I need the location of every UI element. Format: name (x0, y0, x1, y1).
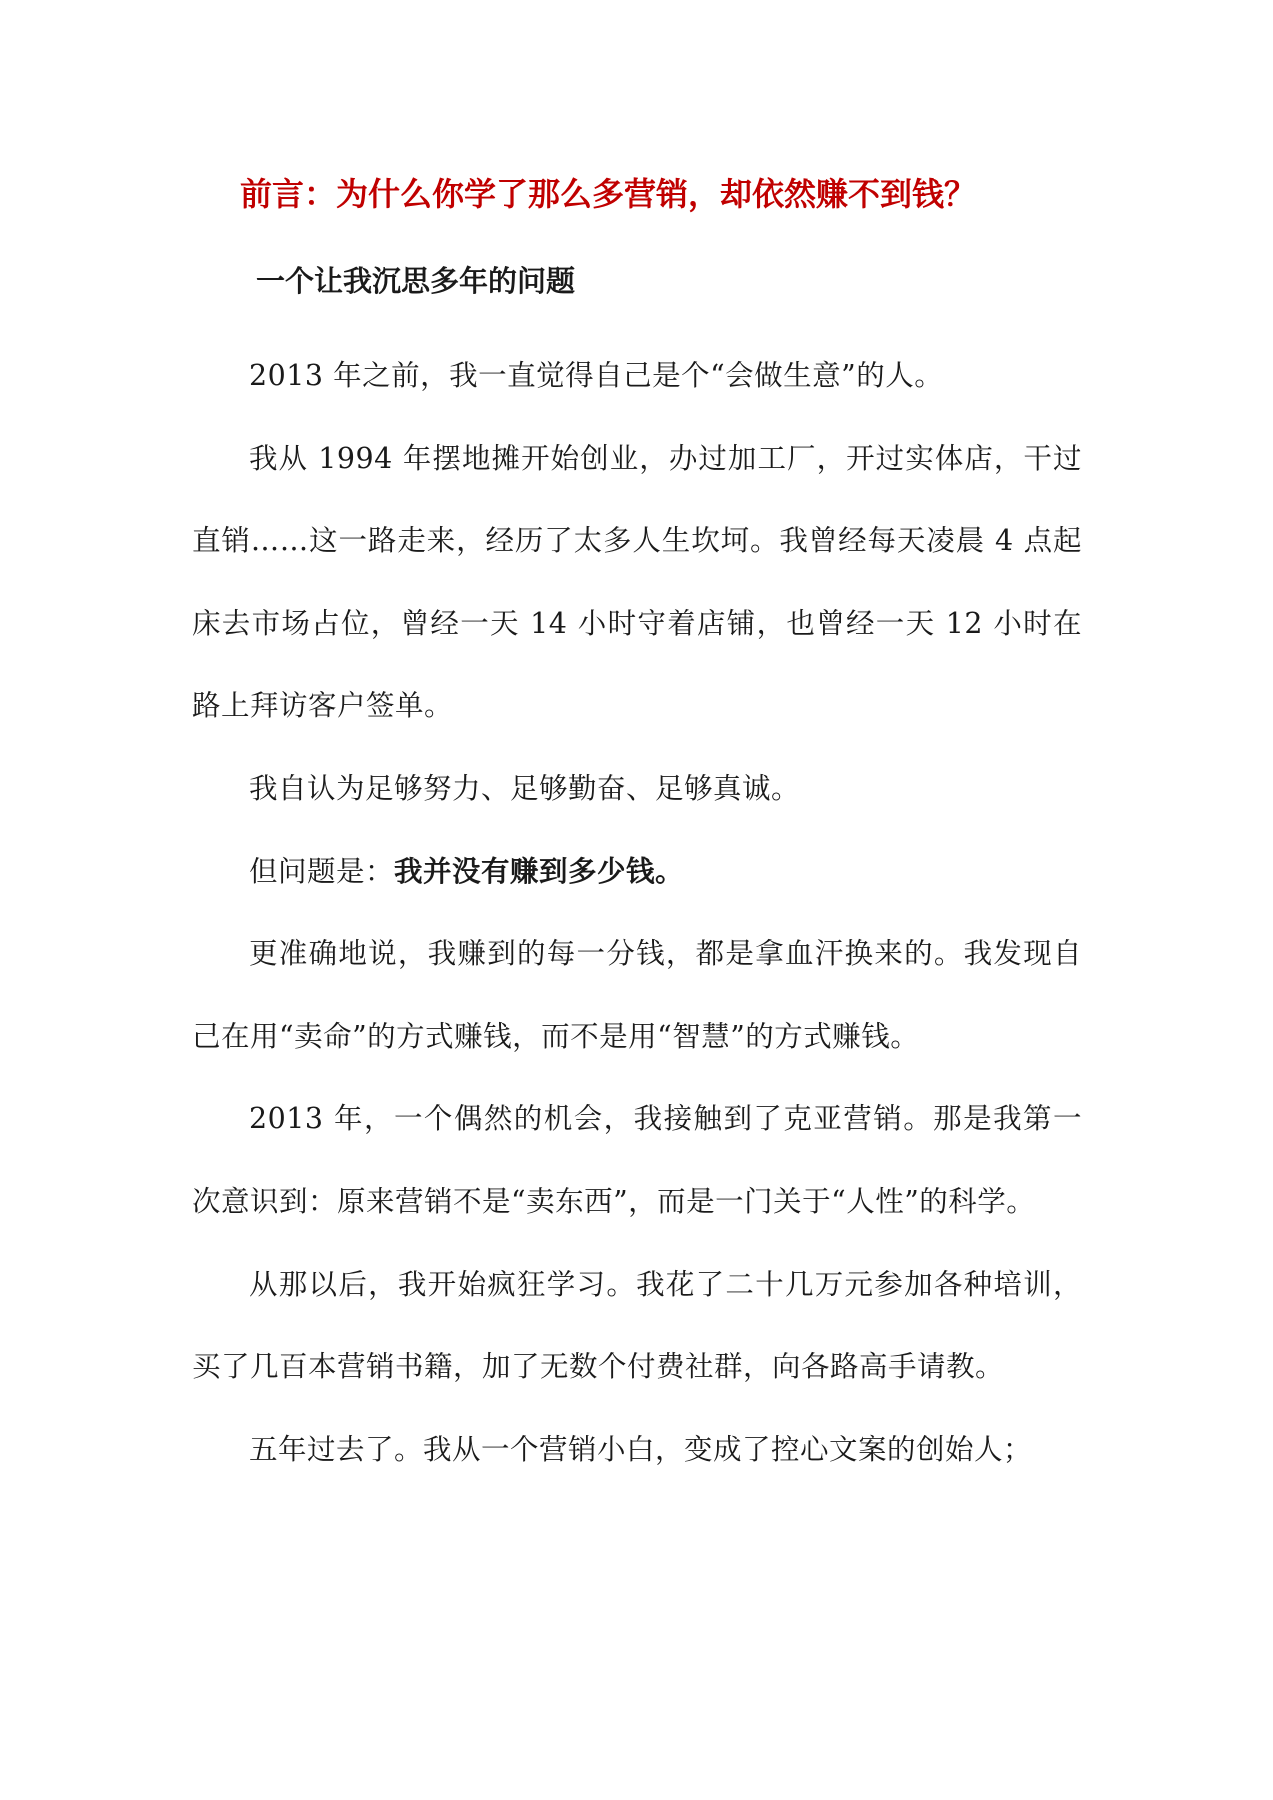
section-heading: 一个让我沉思多年的问题 (256, 264, 576, 298)
paragraph-8: 五年过去了。我从一个营销小白，变成了控心文案的创始人； (249, 1432, 1033, 1466)
paragraph-4-prefix: 但问题是： (249, 854, 395, 888)
chapter-title: 前言：为什么你学了那么多营销，却依然赚不到钱？ (240, 175, 977, 213)
paragraph-4 (192, 831, 1082, 914)
paragraph-1: 2013 年之前，我一直觉得自己是个“会做生意”的人。 (249, 359, 944, 392)
paragraph-7: 从那以后，我开始疯狂学习。我花了二十几万元参加各种培训，买了几百本营销书籍，加了无数个付费社群，向各路高手请教。 (192, 1267, 1082, 1384)
paragraph-6: 2013 年，一个偶然的机会，我接触到了克亚营销。那是我第一次意识到：原来营销不是“卖东西”，而是一门关于“人性”的科学。 (192, 1102, 1082, 1218)
paragraph-3: 我自认为足够努力、足够勤奋、足够真诚。 (249, 771, 801, 805)
body-text (192, 335, 1082, 1491)
paragraph-2: 我从 1994 年摆地摊开始创业，办过加工厂，开过实体店，干过直销……这一路走来，经历了太多人生坎坷。我曾经每天凌晨 4 点起床去市场占位，曾经一天 14 小时守着店铺，也曾经一天 12 小时在路上拜访客户签单。 (192, 441, 1082, 723)
paragraph-4-emphasis: 我并没有赚到多少钱。 (394, 854, 685, 888)
paragraph-5: 更准确地说，我赚到的每一分钱，都是拿血汗换来的。我发现自己在用“卖命”的方式赚钱，而不是用“智慧”的方式赚钱。 (192, 937, 1082, 1053)
